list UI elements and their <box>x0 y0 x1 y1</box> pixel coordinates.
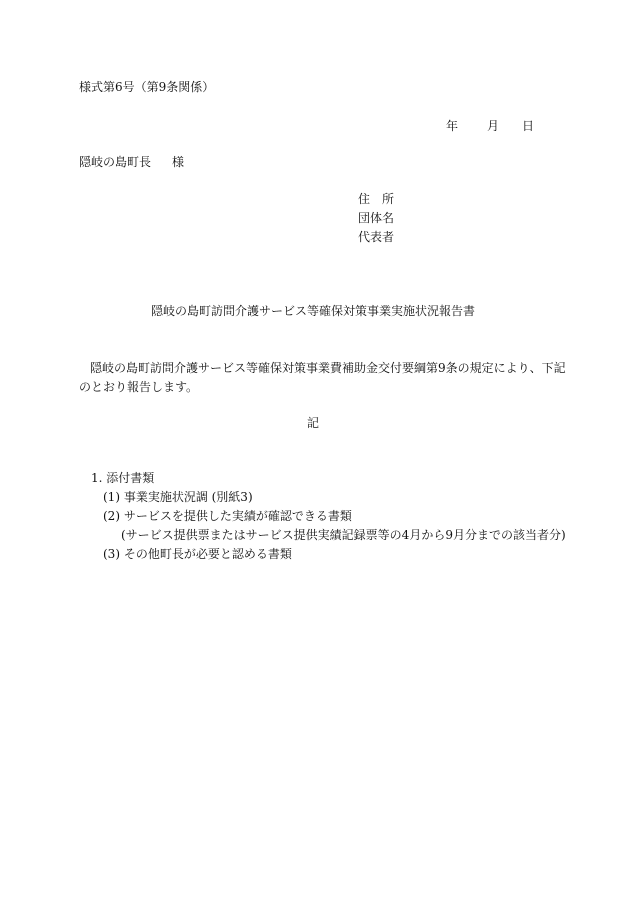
address-label: 住 所 <box>358 192 395 206</box>
attachment-item: (3) その他町長が必要と認める書類 <box>103 547 292 561</box>
form-number: 様式第6号（第9条関係） <box>79 80 215 94</box>
attachments-heading: 1. 添付書類 <box>91 471 155 485</box>
body-line-1: 隠岐の島町訪問介護サービス等確保対策事業費補助金交付要綱第9条の規定により、下記 <box>90 361 566 375</box>
ki-heading: 記 <box>306 416 319 430</box>
attachment-note: (サービス提供票またはサービス提供実績記録票等の4月から9月分までの該当者分) <box>121 528 566 542</box>
date-month: 月 <box>487 119 500 133</box>
attachment-item: (2) サービスを提供した実績が確認できる書類 <box>103 509 352 523</box>
document-title: 隠岐の島町訪問介護サービス等確保対策事業実施状況報告書 <box>150 304 475 318</box>
addressee-honorific: 様 <box>172 155 185 169</box>
date-day: 日 <box>522 119 535 133</box>
addressee-name: 隠岐の島町長 <box>79 155 152 169</box>
representative-label: 代表者 <box>358 230 395 244</box>
date-year: 年 <box>446 119 459 133</box>
organization-label: 団体名 <box>358 211 395 225</box>
attachment-item: (1) 事業実施状況調 (別紙3) <box>103 490 253 504</box>
body-line-2: のとおり報告します。 <box>79 380 199 394</box>
